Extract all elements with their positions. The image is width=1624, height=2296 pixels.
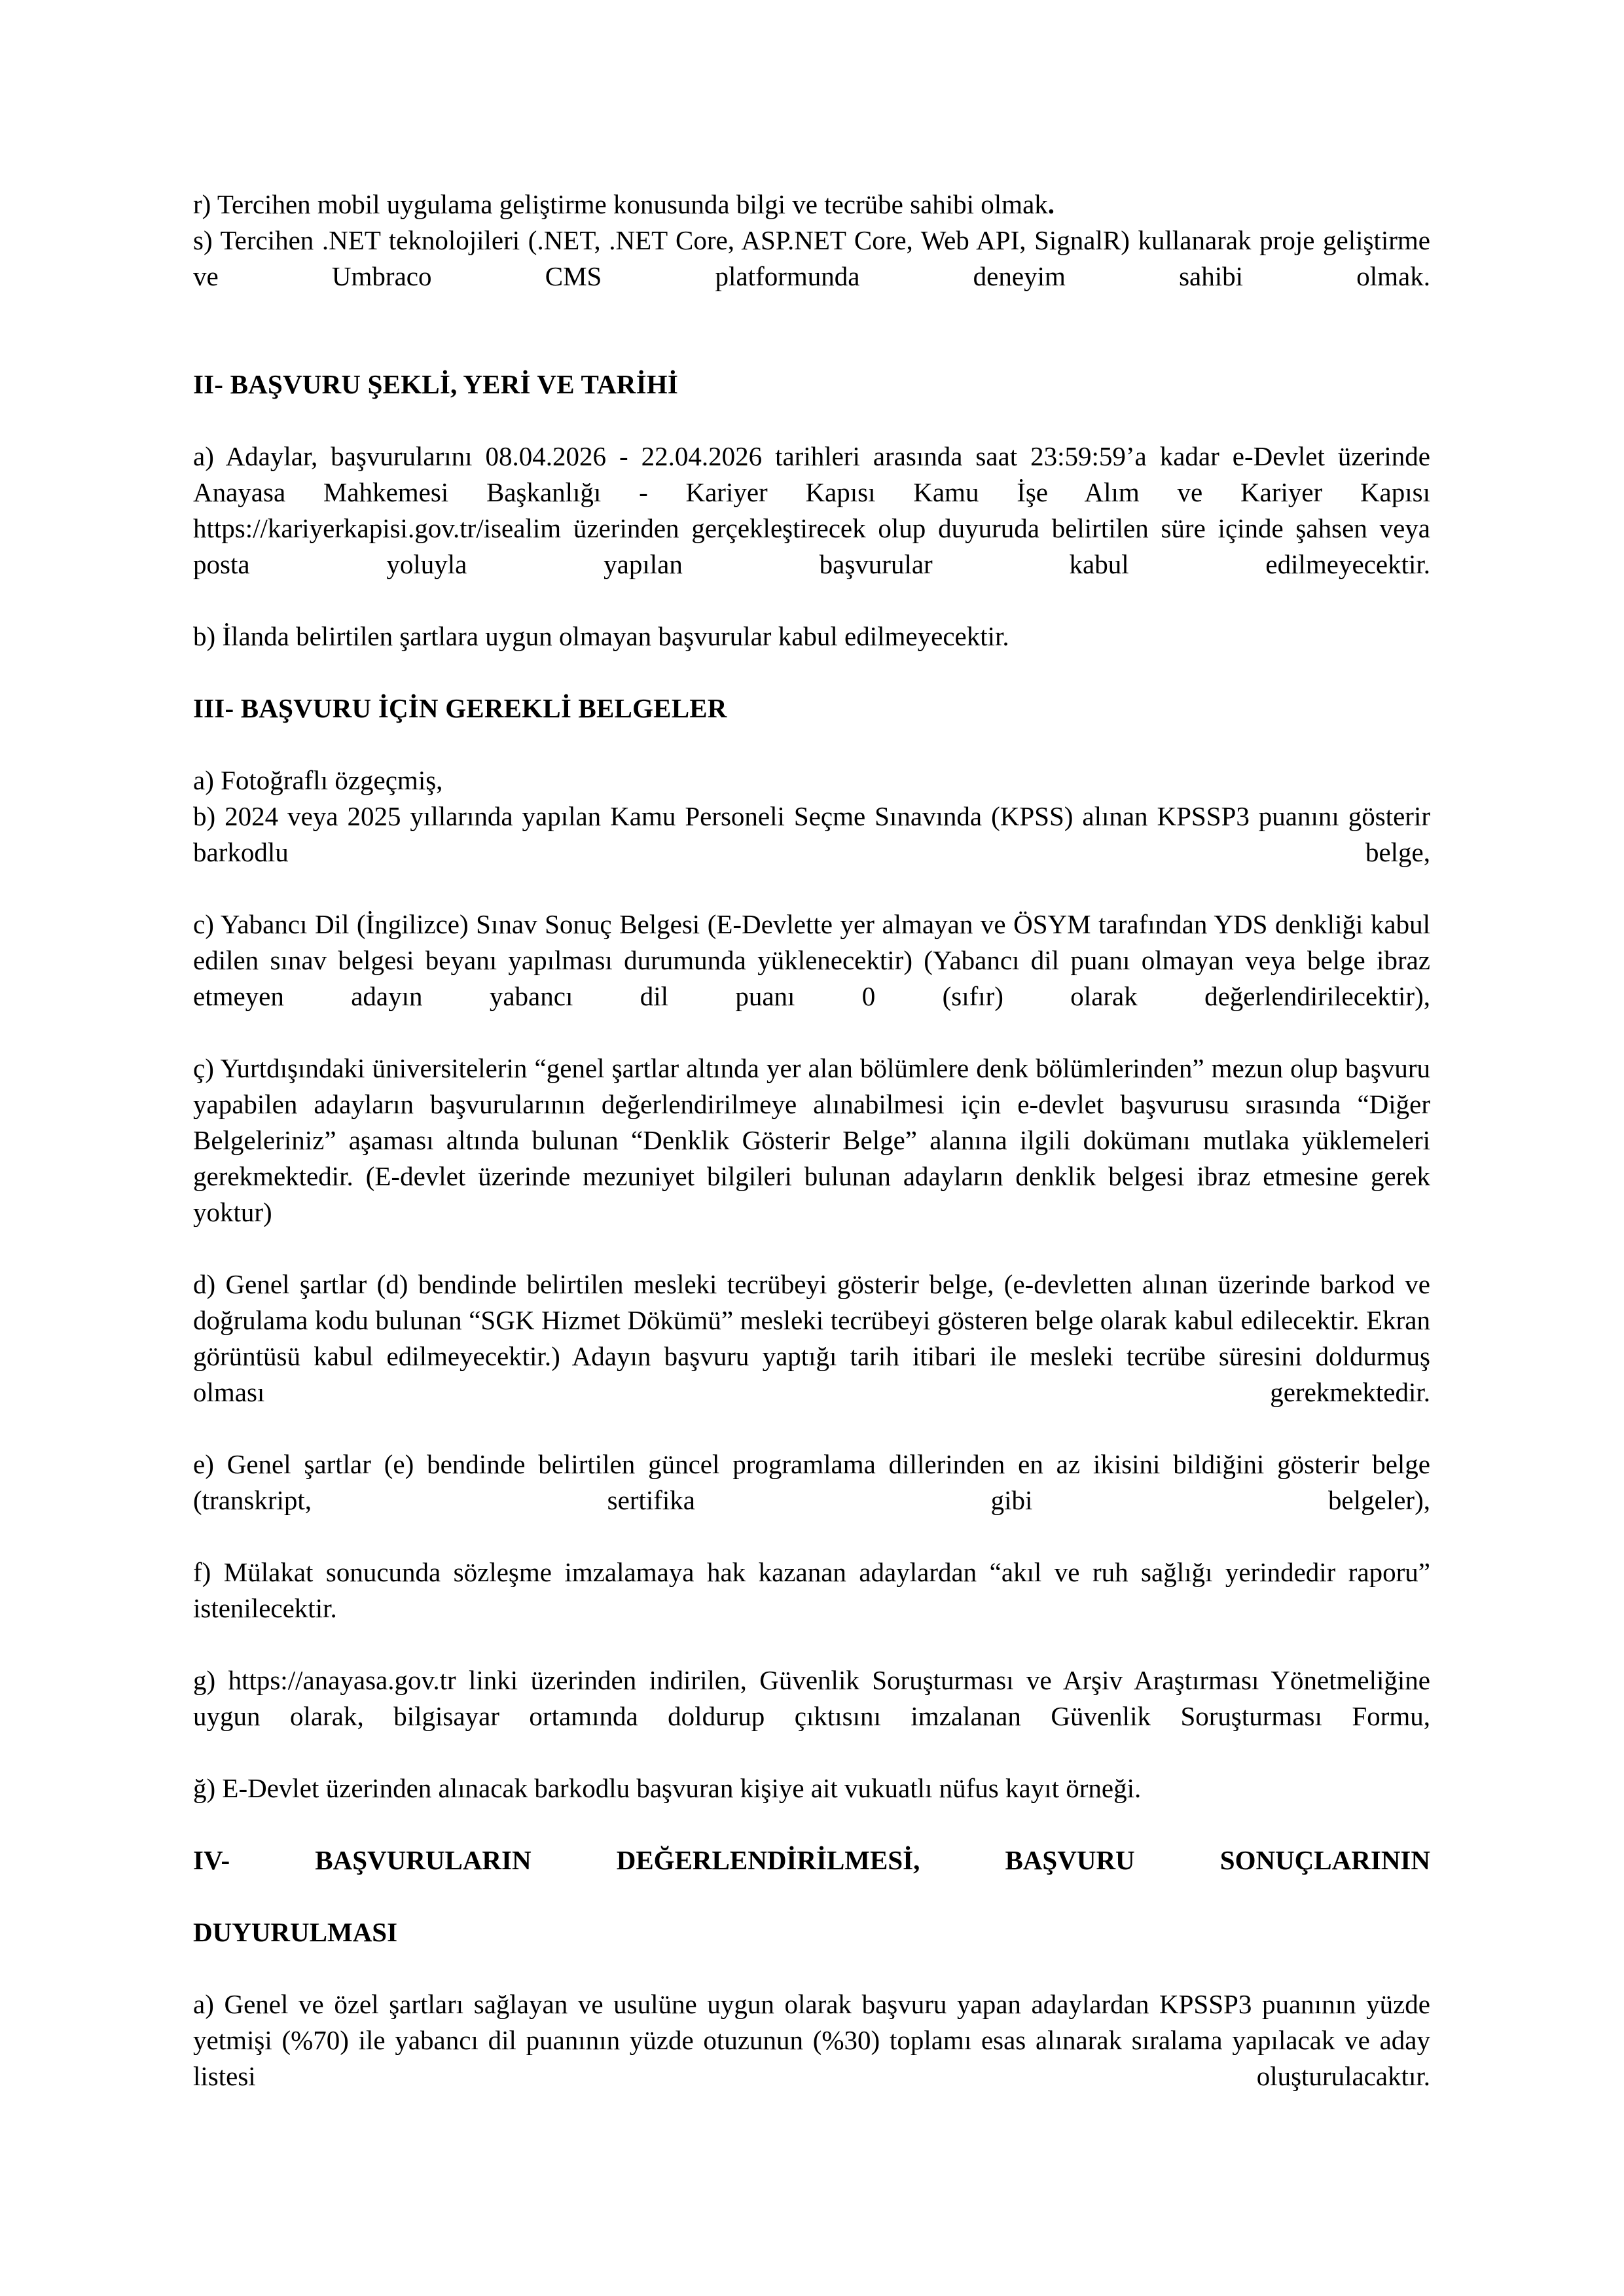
paragraph-section-four-item-a: a) Genel ve özel şartları sağlayan ve usulüne uygun olarak başvuru yapan adaylardan KPSSP3 puanının yüzde yetmişi (%70) ile yabancı dil puanının yüzde otuzunun (%30) toplamı esas alınarak sıralama yapılacak ve aday listesi oluşturulacaktır. — [193, 1989, 1430, 2091]
paragraph-section-two-item-b: b) İlanda belirtilen şartlara uygun olmayan başvurular kabul edilmeyecektir. — [193, 621, 1009, 651]
item-r-period: . — [1047, 189, 1055, 219]
paragraph-item-s: s) Tercihen .NET teknolojileri (.NET, .NET Core, ASP.NET Core, Web API, SignalR) kullanarak proje geliştirme ve Umbraco CMS platformunda deneyim sahibi olmak. — [193, 225, 1430, 291]
document-body — [193, 187, 1430, 2130]
paragraph-section-three-item-g: g) https://anayasa.gov.tr linki üzerinden indirilen, Güvenlik Soruşturması ve Arşiv Araştırması Yönetmeliğine uygun olarak, bilgisayar ortamında doldurup çıktısını imzalanan Güvenlik Soruşturması Formu, — [193, 1665, 1430, 1731]
spacer — [193, 655, 1430, 691]
item-r-text: r) Tercihen mobil uygulama geliştirme konusunda bilgi ve tecrübe sahibi olmak — [193, 189, 1048, 219]
heading-section-three: III- BAŞVURU İÇİN GEREKLİ BELGELER — [193, 693, 727, 723]
paragraph-section-three-item-a: a) Fotoğraflı özgeçmiş, — [193, 765, 443, 795]
spacer — [193, 1950, 1430, 1986]
paragraph-item-r — [193, 187, 1430, 223]
heading-section-four-line-1: IV- BAŞVURULARIN DEĞERLENDİRİLMESİ, BAŞVURU SONUÇLARININ — [193, 1845, 1430, 1875]
paragraph-section-three-item-g-breve: ğ) E-Devlet üzerinden alınacak barkodlu başvuran kişiye ait vukuatlı nüfus kayıt örneği. — [193, 1773, 1142, 1803]
spacer — [193, 726, 1430, 762]
paragraph-section-three-item-e: e) Genel şartlar (e) bendinde belirtilen güncel programlama dillerinden en az ikisini bildiğini gösterir belge (transkript, sertifika gibi belgeler), — [193, 1449, 1430, 1515]
spacer — [193, 1806, 1430, 1842]
paragraph-section-three-item-c: c) Yabancı Dil (İngilizce) Sınav Sonuç Belgesi (E-Devlette yer almayan ve ÖSYM tarafından YDS denkliği kabul edilen sınav belgesi beyanı yapılması durumunda yüklenecektir) (Yabancı dil puanı olmayan veya belge ibraz etmeyen adayın yabancı dil puanı 0 (sıfır) olarak değerlendirilecektir), — [193, 909, 1430, 1011]
spacer — [193, 403, 1430, 439]
spacer — [193, 331, 1430, 367]
paragraph-section-three-item-b: b) 2024 veya 2025 yıllarında yapılan Kamu Personeli Seçme Sınavında (KPSS) alınan KPSSP3 puanını gösterir barkodlu belge, — [193, 801, 1430, 867]
paragraph-section-three-item-c-cedilla: ç) Yurtdışındaki üniversitelerin “genel şartlar altında yer alan bölümlere denk bölümlerinden” mezun olup başvuru yapabilen adayların başvurularının değerlendirilmeye alınabilmesi için e-devlet başvurusu sırasında “Diğer Belgeleriniz” aşaması altında bulunan “Denklik Gösterir Belge” alanına ilgili dokümanı mutlaka yüklemeleri gerekmektedir. (E-devlet üzerinde mezuniyet bilgileri bulunan adayların denklik belgesi ibraz etmesine gerek yoktur) — [193, 1053, 1430, 1227]
paragraph-section-three-item-f: f) Mülakat sonucunda sözleşme imzalamaya hak kazanan adaylardan “akıl ve ruh sağlığı yerindedir raporu” istenilecektir. — [193, 1557, 1430, 1623]
heading-section-four-line-2: DUYURULMASI — [193, 1917, 398, 1947]
paragraph-section-two-item-a: a) Adaylar, başvurularını 08.04.2026 - 22.04.2026 tarihleri arasında saat 23:59:59’a kadar e-Devlet üzerinde Anayasa Mahkemesi Başkanlığı - Kariyer Kapısı Kamu İşe Alım ve Kariyer Kapısı https://kariyerkapisi.gov.tr/isealim üzerinden gerçekleştirecek olup duyuruda belirtilen süre içinde şahsen veya posta yoluyla yapılan başvurular kabul edilmeyecektir. — [193, 441, 1430, 579]
heading-section-two: II- BAŞVURU ŞEKLİ, YERİ VE TARİHİ — [193, 369, 678, 399]
heading-section-four — [193, 1842, 1430, 1950]
paragraph-section-three-item-d: d) Genel şartlar (d) bendinde belirtilen mesleki tecrübeyi gösterir belge, (e-devletten alınan üzerinde barkod ve doğrulama kodu bulunan “SGK Hizmet Dökümü” mesleki tecrübeyi gösteren belge olarak kabul edilecektir. Ekran görüntüsü kabul edilmeyecektir.) Adayın başvuru yaptığı tarih itibari ile mesleki tecrübe süresini doldurmuş olması gerekmektedir. — [193, 1269, 1430, 1407]
